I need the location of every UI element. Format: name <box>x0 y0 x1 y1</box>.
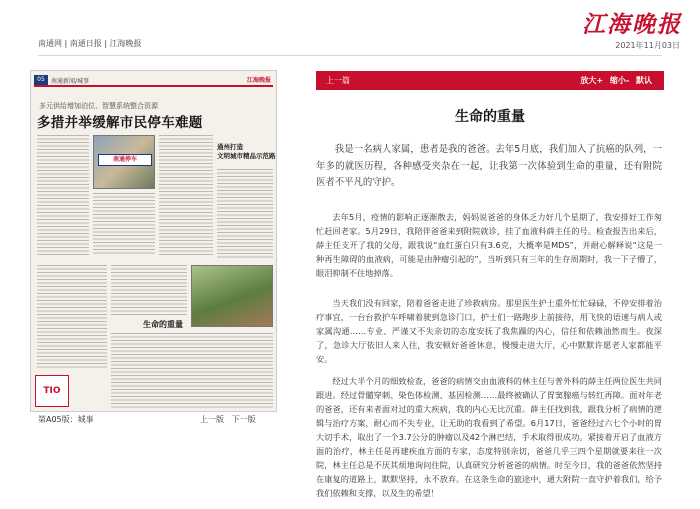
header-divider <box>38 55 662 56</box>
paper-advertisement: TIO <box>35 375 69 407</box>
prev-article-link[interactable]: 上一篇 <box>326 76 350 85</box>
font-size-controls <box>576 75 652 86</box>
next-page-link[interactable]: 下一版 <box>231 415 256 424</box>
page-navigation <box>200 414 256 425</box>
paper-text-column <box>93 193 155 255</box>
paper-sub-headline-line2: 文明城市精品示范路 <box>217 152 276 160</box>
page-label: 第A05版：城事 <box>38 415 94 424</box>
enlarge-font-button[interactable]: 放大+ <box>580 76 604 85</box>
newspaper-page-thumbnail[interactable] <box>30 70 277 412</box>
paper-photo-label: 南通停车 <box>98 154 152 166</box>
article-paragraph: 当天我们没有回家，陪着爸爸走进了珍救病房。那里医生护士重外忙忙碌碌，不停安排着治疗事宜，一台台救护车呼啸着驶到急诊门口，护士们一路跑步上前接待，用飞快的语速与病人或家属沟通……专业、严谨又不失亲切的态度安抚了我焦躁的内心，信任和依赖油然而生。夜深了，急诊大厅依旧人来人往，我安顿好爸爸休息，慢慢走进大厅，心中默默许愿老人家都能平安。 <box>316 298 662 364</box>
paper-headline[interactable]: 多措并举缓解市民停车难题 <box>37 115 203 131</box>
paper-text-column <box>37 135 89 255</box>
nav-separator: | <box>62 39 70 48</box>
paper-photo-farm <box>191 265 273 327</box>
nav-link-nantong-net[interactable]: 南通网 <box>38 39 62 48</box>
article-toolbar <box>316 71 664 90</box>
article-title: 生命的重量 <box>455 109 525 125</box>
paper-article-title-link[interactable]: 生命的重量 <box>143 320 183 329</box>
paper-text-column <box>217 169 273 259</box>
paper-sub-headline-line1: 通州打造 <box>217 143 243 151</box>
paper-header <box>34 75 273 87</box>
issue-date: 2021年11月03日 <box>615 41 680 50</box>
paper-section: 南通新闻/城事 <box>51 78 90 85</box>
paper-sub-headline[interactable] <box>217 143 276 161</box>
paper-brand: 江海晚报 <box>246 77 271 84</box>
article-paragraph: 我是一名病人家属，患者是我的爸爸。去年5月底，我们加入了抗癌的队列，一年多的就医历程，各种感受夹杂在一起，让我第一次体验到生命的重量，还有附院医者不平凡的守护。 <box>316 144 662 188</box>
paper-text-column <box>111 265 187 315</box>
site-logo[interactable]: 江海晚报 <box>582 11 682 38</box>
default-font-button[interactable]: 默认 <box>636 76 652 85</box>
article-paragraph: 经过大半个月的细致检查，爸爸的病情交由血液科的林主任与普外科的薛主任两位医生共同跟进。经过骨髓穿刺、染色体检测、基因检测……最终被确认了胃窦腺癌与转红再障。面对年老的爸爸，还有来者面对过的重大疾病，我的内心无比沉重。薛主任找到我，跟我分析了病情的逻辑与治疗方案，耐心而不失专业，让无助的我看到了希望。6月17日，爸爸经过六七个小时的胃大切手术，取出了一个3.7公分的肿瘤以及42个淋巴结，手术取得很成功。紧接着开启了血液方面的治疗，林主任是再建疾血方面的专家，态度特别亲切，爸爸几乎三四个星期就要来往一次院，林主任总是不厌其烦地询问住院，认真研究分析爸爸的病情。时至今日，我的爸爸依然坚持在康复的道路上，默默坚持，永不放弃。在这条生命的旅途中，通大附院一直守护着我们，给予我们依赖和支撑，以及生的希望！ <box>316 376 662 498</box>
paper-text-column <box>37 265 107 370</box>
paper-kicker: 多元供给增加泊位、智慧系统整合资源 <box>39 102 158 110</box>
prev-page-link[interactable]: 上一版 <box>200 415 224 424</box>
nav-separator: | <box>101 39 110 48</box>
top-nav-links <box>38 38 142 49</box>
paper-photo-parking <box>93 135 155 189</box>
paper-text-column <box>111 333 273 409</box>
paper-page-number: 05 <box>34 75 48 85</box>
nav-link-nantong-daily[interactable]: 南通日报 <box>69 39 102 48</box>
article-paragraph: 去年5月，疫情的影响正逐渐散去，妈妈说爸爸的身体乏力好几个星期了，我安排好工作匆忙赶回老家。5月29日，我陪伴爸爸来到附院就诊，挂了血液科薛主任的号。检查报告出来后，薛主任支开了我的父母，跟我说“血红蛋白只有3.6克，大概率是MDS”，并耐心解释说“这是一种再生障碍的血液病，可能是由肿瘤引起的”，当听到只有三年的生存周期时，我一下子懵了，眼泪抑制不住地掉落。 <box>316 212 662 278</box>
shrink-font-button[interactable]: 缩小- <box>609 76 630 85</box>
paper-text-column <box>159 135 213 255</box>
top-bar <box>0 0 700 58</box>
nav-link-jianghai-evening[interactable]: 江海晚报 <box>109 39 142 48</box>
